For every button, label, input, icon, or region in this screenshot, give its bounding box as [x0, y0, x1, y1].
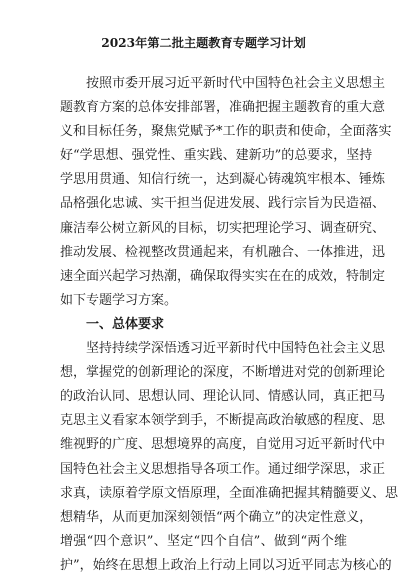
- text-line: 学思用贯通、知信行统一，达到凝心铸魂筑牢根本、锤炼: [60, 172, 386, 188]
- text-line: 的政治认同、思想认同、理论认同、情感认同，真正把马: [60, 389, 386, 405]
- text-line: 义和目标任务，聚焦党赋予*工作的职责和使命，全面落实: [60, 124, 392, 140]
- text-line: 增强“四个意识”、坚定“四个自信”、做到“两个维: [60, 533, 347, 549]
- text-line: 坚持持续学深悟透习近平新时代中国特色社会主义思: [60, 341, 386, 357]
- section-heading: [60, 313, 347, 337]
- text-line: 好“学思想、强党性、重实践、建新功”的总要求，坚持: [60, 148, 373, 164]
- text-line: 求真，读原着学原文悟原理，全面准确把握其精髓要义、思: [60, 485, 399, 501]
- text-line: 推动发展、检视整改贯通起来，有机融合、一体推进，迅: [60, 244, 386, 260]
- text-line: 想，掌握党的创新理论的深度，不断增进对党的创新理论: [60, 365, 386, 381]
- text-line: 题教育方案的总体安排部署，准确把握主题教育的重大意: [60, 100, 386, 116]
- text-line: 如下专题学习方案。: [60, 292, 178, 308]
- document-body: [60, 72, 399, 578]
- paragraph-requirements: [60, 337, 399, 578]
- paragraph-intro: [60, 72, 392, 313]
- text-line: 廉洁奉公树立新风的目标，切实把理论学习、调查研究、: [60, 220, 386, 236]
- text-line: 维视野的广度、思想境界的高度，自觉用习近平新时代中: [60, 437, 386, 453]
- text-line: 按照市委开展习近平新时代中国特色社会主义思想主: [60, 76, 386, 91]
- text-line: 克思主义看家本领学到手，不断提高政治敏感的程度、思: [60, 413, 386, 429]
- text-line: 国特色社会主义思想指导各项工作。通过细学深思，求正: [60, 461, 386, 477]
- text-line: 想精华，从而更加深刻领悟“两个确立”的决定性意义，: [60, 509, 373, 525]
- section-heading-text: 一、总体要求: [60, 316, 165, 332]
- text-line: 护”，始终在思想上政治上行动上同以习近平同志为核心的: [60, 557, 392, 573]
- text-line: 速全面兴起学习热潮，确保取得实实在在的成效，特制定: [60, 268, 386, 284]
- text-line: 品格强化忠诚、实干担当促进发展、践行宗旨为民造福、: [60, 196, 386, 212]
- document-title: 2023年第二批主题教育专题学习计划: [101, 36, 306, 50]
